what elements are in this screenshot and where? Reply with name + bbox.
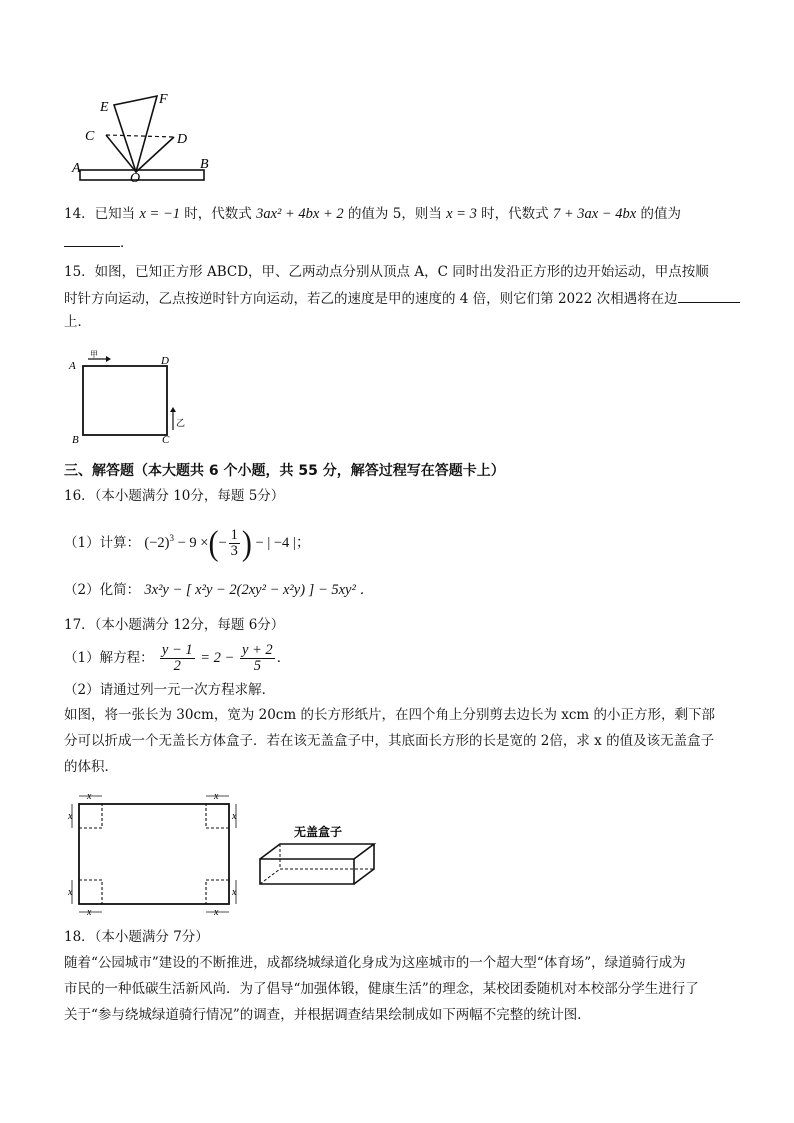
label-f: F <box>159 92 168 107</box>
q17-part2: （2）请通过列一元一次方程求解． <box>64 682 276 698</box>
answer-blank[interactable] <box>64 232 120 247</box>
exponent: 3 <box>169 533 174 543</box>
q14-cond1: x = −1 <box>139 206 180 222</box>
label-c: C <box>162 434 170 446</box>
denominator: 3 <box>230 543 238 559</box>
numerator: y + 2 <box>241 642 273 659</box>
label-o: O <box>130 171 141 186</box>
q14-expr2: 7 + 3ax − 4bx <box>552 206 637 222</box>
fraction-left <box>160 643 195 674</box>
q15-line-1: 15．如图，已知正方形 ABCD，甲、乙两动点分别从顶点 A，C 同时出发沿正方形的边开始运动，甲点按顺 <box>64 264 709 280</box>
denominator: 2 <box>173 658 181 675</box>
label-d: D <box>177 132 188 147</box>
q17-body-3: 的体积． <box>64 759 118 775</box>
fraction <box>229 528 240 559</box>
section-heading: 三、解答题（本大题共 6 个小题，共 55 分，解答过程写在答题卡上） <box>64 463 505 479</box>
q16-part2-expr: 3x²y − [ x²y − 2(2xy² − x²y) ] − 5xy² ． <box>144 582 374 598</box>
q16-part1 <box>64 520 734 562</box>
denominator: 5 <box>253 658 261 675</box>
q14-text: 的值为 <box>640 206 681 222</box>
expr-part: − 9 × <box>173 534 209 551</box>
label-c: C <box>85 129 95 144</box>
paren-left: ( <box>208 523 219 562</box>
label-a: A <box>69 360 76 372</box>
box-caption: 无盖盒子 <box>294 825 343 839</box>
x-label: x <box>68 811 73 822</box>
label-yi: 乙 <box>176 418 186 428</box>
x-label: x <box>87 907 92 918</box>
x-label: x <box>68 887 73 898</box>
q15-line-2 <box>64 288 734 309</box>
q17-body-1: 如图，将一张长为 30cm，宽为 20cm 的长方形纸片，在四个角上分别剪去边长为 xcm 的小正方形，剩下部 <box>64 707 716 723</box>
q17-equation <box>158 642 277 675</box>
q17-body-2: 分可以折成一个无盖长方体盒子．若在该无盖盒子中，其底面长方形的长是宽的 2倍，求 x 的值及该无盖盒子 <box>64 733 715 749</box>
q14-answer-line <box>64 232 734 253</box>
x-label: x <box>214 907 219 918</box>
square-figure <box>66 350 196 450</box>
expr-part: − | −4 |； <box>251 534 311 551</box>
q14-end: ． <box>120 235 134 251</box>
numerator: y − 1 <box>161 642 193 659</box>
x-label: x <box>232 887 237 898</box>
label-b: B <box>200 157 209 172</box>
paren-right: ) <box>241 523 252 562</box>
q18-body-2: 市民的一种低碳生活新风尚．为了倡导“加强体锻，健康生活”的理念，某校团委随机对本校部分学生进行了 <box>64 981 699 997</box>
q18-title: 18．（本小题满分 7分） <box>64 929 209 945</box>
label-b: B <box>72 434 79 446</box>
label-e: E <box>100 100 109 115</box>
q14-text: 时，代数式 <box>184 206 252 222</box>
answer-blank[interactable] <box>678 288 740 303</box>
x-label: x <box>232 811 237 822</box>
label-a: A <box>72 161 81 176</box>
paper-box-figure <box>62 788 392 918</box>
q16-part1-label: （1）计算： <box>64 534 141 551</box>
q18-body-3: 关于“参与绕城绿道骑行情况”的调查，并根据调查结果绘制成如下两幅不完整的统计图． <box>64 1007 591 1023</box>
q15-text: 时针方向运动，乙点按逆时针方向运动，若乙的速度是甲的速度的 4 倍，则它们第 2022 次相遇将在边 <box>64 291 678 307</box>
x-label: x <box>87 791 92 802</box>
q17-end: ． <box>276 650 291 666</box>
numerator: 1 <box>230 527 238 543</box>
angle-figure <box>70 88 220 188</box>
label-jia: 甲 <box>90 350 98 359</box>
q16-part1-expr <box>144 523 311 562</box>
q15-line-3: 上． <box>64 314 91 330</box>
q17-part1 <box>64 640 734 676</box>
q14-cond2: x = 3 <box>446 206 477 222</box>
q16-part2-label: （2）化简： <box>64 582 141 598</box>
q14-text: 时，代数式 <box>481 206 549 222</box>
x-label: x <box>214 791 219 802</box>
equation-middle: = 2 − <box>196 650 238 666</box>
minus-sign: − <box>218 534 227 551</box>
label-d: D <box>161 355 169 367</box>
q14-text: 的值为 5，则当 <box>347 206 442 222</box>
expr-part: (−2) <box>144 534 170 551</box>
q17-part1-label: （1）解方程： <box>64 650 154 666</box>
q18-body-1: 随着“公园城市”建设的不断推进，成都绕城绿道化身成为这座城市的一个超大型“体育场”，绿道骑行成为 <box>64 955 686 971</box>
q16-part2 <box>64 580 734 600</box>
fraction-right <box>240 643 275 674</box>
q14-expr1: 3ax² + 4bx + 2 <box>256 206 344 222</box>
q16-title: 16．（本小题满分 10分，每题 5分） <box>64 488 285 504</box>
q17-title: 17．（本小题满分 12分，每题 6分） <box>64 617 285 633</box>
q14-line <box>64 204 734 224</box>
q14-text: 14．已知当 <box>64 206 136 222</box>
